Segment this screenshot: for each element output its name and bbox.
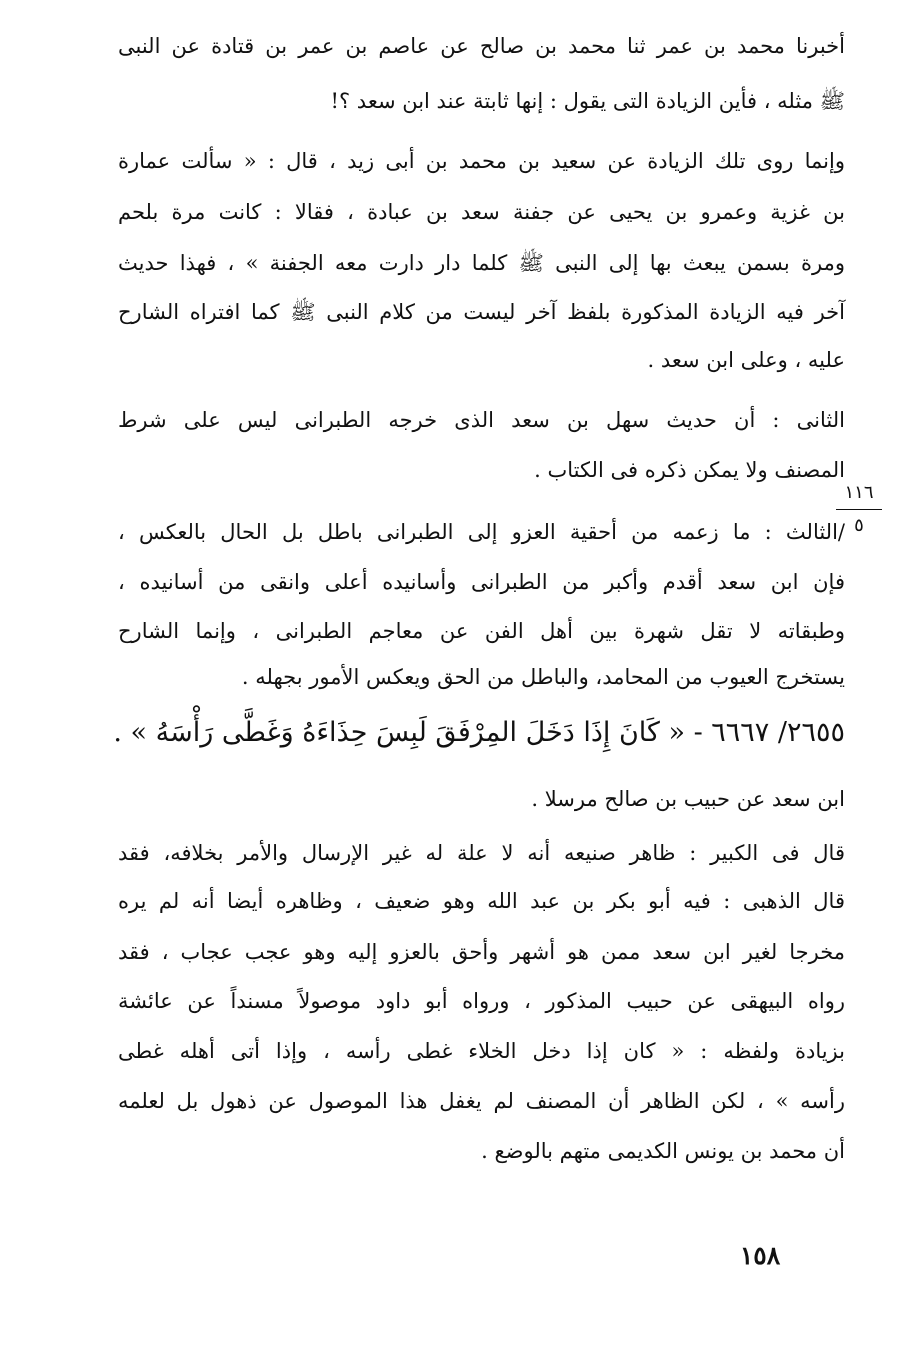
margin-reference-rule (836, 509, 882, 510)
hadith-source: ابن سعد عن حبيب بن صالح مرسلا . (531, 787, 845, 811)
text-line: المصنف ولا يمكن ذكره فى الكتاب . (534, 458, 845, 482)
text-line: فإن ابن سعد أقدم وأكبر من الطبرانى وأسانيده أعلى وانقى من أسانيده ، (118, 570, 845, 594)
margin-reference-bottom: ٥ (854, 515, 864, 536)
text-line: عليه ، وعلى ابن سعد . (647, 348, 845, 372)
text-line: أن محمد بن يونس الكديمى متهم بالوضع . (481, 1139, 845, 1163)
text-line: ﷺ مثله ، فأين الزيادة التى يقول : إنها ثابتة عند ابن سعد ؟! (330, 89, 845, 113)
hadith-heading: ٢٦٥٥/ ٦٦٦٧ - « كَانَ إِذَا دَخَلَ المِرْفَقَ لَبِسَ حِذَاءَهُ وَغَطَّى رَأْسَهُ » . (113, 717, 845, 748)
text-line: وإنما روى تلك الزيادة عن سعيد بن محمد بن أبى زيد ، قال : « سألت عمارة (118, 149, 845, 173)
text-line: ومرة بسمن يبعث بها إلى النبى ﷺ كلما دار دارت معه الجفنة » ، فهذا حديث (118, 251, 845, 275)
text-line: قال الذهبى : فيه أبو بكر بن عبد الله وهو ضعيف ، وظاهره أيضا أنه لم يره (118, 889, 845, 913)
text-line: أخبرنا محمد بن عمر ثنا محمد بن صالح عن عاصم بن عمر بن قتادة عن النبى (118, 34, 845, 58)
text-line: بزيادة ولفظه : « كان إذا دخل الخلاء غطى رأسه ، وإذا أتى أهله غطى (118, 1039, 845, 1063)
text-line: آخر فيه الزيادة المذكورة بلفظ آخر ليست من كلام النبى ﷺ كما افتراه الشارح (118, 300, 845, 324)
text-line: رأسه » ، لكن الظاهر أن المصنف لم يغفل هذا الموصول عن ذهول بل لعلمه (118, 1089, 845, 1113)
text-line: الثانى : أن حديث سهل بن سعد الذى خرجه الطبرانى ليس على شرط (118, 408, 845, 432)
page-number: ١٥٨ (739, 1241, 781, 1270)
text-line: مخرجا لغير ابن سعد ممن هو أشهر وأحق بالعزو إليه وهو عجب عجاب ، فقد (118, 940, 845, 964)
text-line: وطبقاته لا تقل شهرة بين أهل الفن عن معاجم الطبرانى ، وإنما الشارح (118, 619, 845, 643)
margin-reference-top: ١١٦ (844, 482, 874, 503)
text-line: قال فى الكبير : ظاهر صنيعه أنه لا علة له غير الإرسال والأمر بخلافه، فقد (118, 841, 845, 865)
text-line: رواه البيهقى عن حبيب المذكور ، ورواه أبو داود موصولاً مسنداً عن عائشة (118, 989, 845, 1013)
text-line: يستخرج العيوب من المحامد، والباطل من الحق ويعكس الأمور بجهله . (241, 665, 845, 689)
text-line: بن غزية وعمرو بن يحيى عن جفنة سعد بن عبادة ، فقالا : كانت مرة بلحم (118, 200, 845, 224)
text-line: /الثالث : ما زعمه من أحقية العزو إلى الطبرانى باطل بل الحال بالعكس ، (118, 520, 845, 544)
